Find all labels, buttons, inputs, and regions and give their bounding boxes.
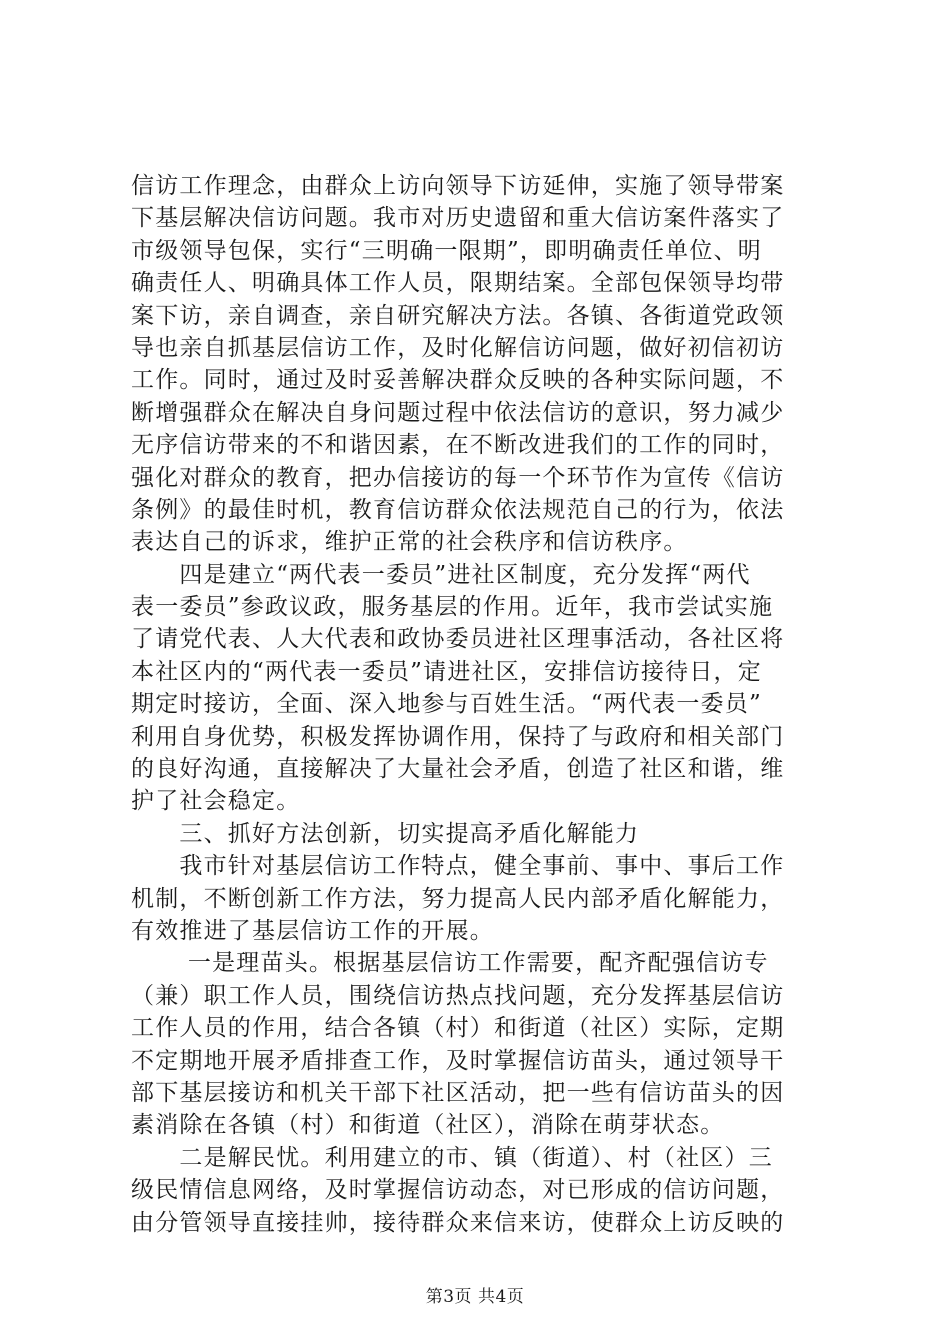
text-line: 确责任人、明确具体工作人员，限期结案。全部包保领导均带 <box>131 270 785 297</box>
text-line: 机制，不断创新工作方法，努力提高人民内部矛盾化解能力， <box>131 885 785 912</box>
text-line: 无序信访带来的不和谐因素，在不断改进我们的工作的同时， <box>131 432 785 459</box>
text-line: 由分管领导直接挂帅，接待群众来信来访，使群众上访反映的 <box>131 1209 785 1236</box>
text-line: 的良好沟通，直接解决了大量社会矛盾，创造了社区和谐，维 <box>131 756 785 783</box>
text-line: 级民情信息网络，及时掌握信访动态，对已形成的信访问题， <box>131 1177 785 1204</box>
text-line: 部下基层接访和机关干部下社区活动，把一些有信访苗头的因 <box>131 1079 785 1106</box>
text-line: 了请党代表、人大代表和政协委员进社区理事活动，各社区将 <box>131 626 785 653</box>
text-line: 条例》的最佳时机，教育信访群众依法规范自己的行为，依法 <box>131 496 785 523</box>
text-line: 素消除在各镇（村）和街道（社区），消除在萌芽状态。 <box>131 1112 725 1139</box>
text-line: 工作。同时，通过及时妥善解决群众反映的各种实际问题，不 <box>131 367 785 394</box>
text-line: 我市针对基层信访工作特点，健全事前、事中、事后工作 <box>131 853 785 880</box>
text-line: 一是理苗头。根据基层信访工作需要，配齐配强信访专 <box>131 950 769 977</box>
text-line: 导也亲自抓基层信访工作，及时化解信访问题，做好初信初访 <box>131 334 785 361</box>
text-line: 案下访，亲自调查，亲自研究解决方法。各镇、各街道党政领 <box>131 302 785 329</box>
body-text <box>131 170 831 1239</box>
text-line: 二是解民忧。利用建立的市、镇（街道）、村（社区）三 <box>131 1144 773 1171</box>
text-line: （兼）职工作人员，围绕信访热点找问题，充分发挥基层信访 <box>131 982 785 1009</box>
text-line: 有效推进了基层信访工作的开展。 <box>131 917 494 944</box>
text-line: 本社区内的“两代表一委员”请进社区，安排信访接待日，定 <box>131 658 762 685</box>
text-line: 护了社会稳定。 <box>131 788 301 815</box>
text-line: 下基层解决信访问题。我市对历史遗留和重大信访案件落实了 <box>131 205 785 232</box>
text-line: 工作人员的作用，结合各镇（村）和街道（社区）实际，定期 <box>131 1015 785 1042</box>
text-line: 表达自己的诉求，维护正常的社会秩序和信访秩序。 <box>131 529 688 556</box>
text-line: 强化对群众的教育，把办信接访的每一个环节作为宣传《信访 <box>131 464 785 491</box>
page-number-footer: 第3页 共4页 <box>425 1287 525 1307</box>
text-line: 断增强群众在解决自身问题过程中依法信访的意识，努力减少 <box>131 399 785 426</box>
text-line: 不定期地开展矛盾排查工作，及时掌握信访苗头，通过领导干 <box>131 1047 785 1074</box>
text-line: 市级领导包保，实行“三明确一限期”，即明确责任单位、明 <box>131 237 762 264</box>
text-line: 利用自身优势，积极发挥协调作用，保持了与政府和相关部门 <box>131 723 785 750</box>
text-line: 四是建立“两代表一委员”进社区制度，充分发挥“两代 <box>131 561 751 588</box>
section-heading: 三、抓好方法创新，切实提高矛盾化解能力 <box>131 820 640 847</box>
text-line: 期定时接访，全面、深入地参与百姓生活。“两代表一委员” <box>131 691 762 718</box>
text-line: 信访工作理念，由群众上访向领导下访延伸，实施了领导带案 <box>131 173 785 199</box>
text-line: 表一委员”参政议政，服务基层的作用。近年，我市尝试实施 <box>131 594 774 621</box>
